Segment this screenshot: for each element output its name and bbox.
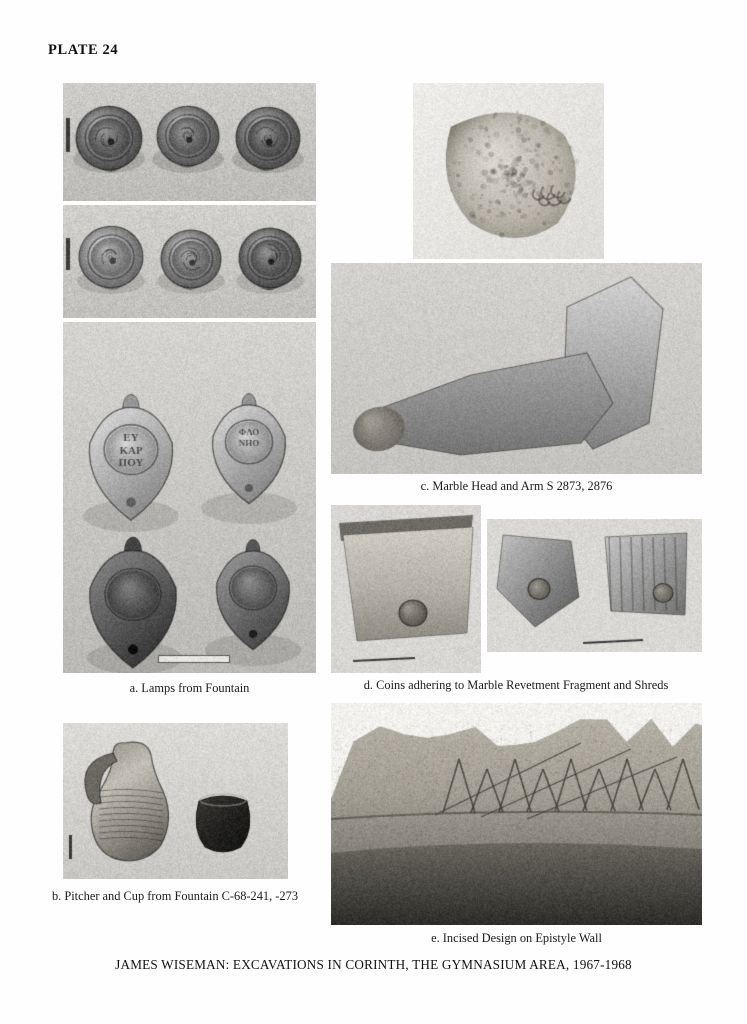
plate-label: PLATE 24 (48, 42, 119, 58)
photo-lamps-middle-row (63, 205, 316, 318)
page-footer (0, 957, 747, 973)
photo-epistyle-wall (331, 703, 702, 925)
photo-marble-head (413, 83, 604, 259)
caption-figure-d: d. Coins adhering to Marble Revetment Fragment and Shreds (363, 678, 669, 692)
caption-figure-e: e. Incised Design on Epistyle Wall (431, 931, 602, 945)
photo-lamps-bottom-group (63, 322, 316, 673)
photo-revetment-fragment (331, 505, 481, 673)
photo-lamps-top-row (63, 83, 316, 201)
photo-marble-shreds (487, 519, 702, 652)
caption-figure-b: b. Pitcher and Cup from Fountain C-68-241, -273 (51, 889, 299, 903)
caption-figure-a: a. Lamps from Fountain (129, 681, 250, 695)
photo-marble-arm (331, 263, 702, 474)
footer-text: JAMES WISEMAN: EXCAVATIONS IN CORINTH, THE GYMNASIUM AREA, 1967-1968 (115, 957, 632, 972)
photo-pitcher-and-cup (63, 723, 288, 879)
caption-figure-c: c. Marble Head and Arm S 2873, 2876 (420, 479, 613, 493)
